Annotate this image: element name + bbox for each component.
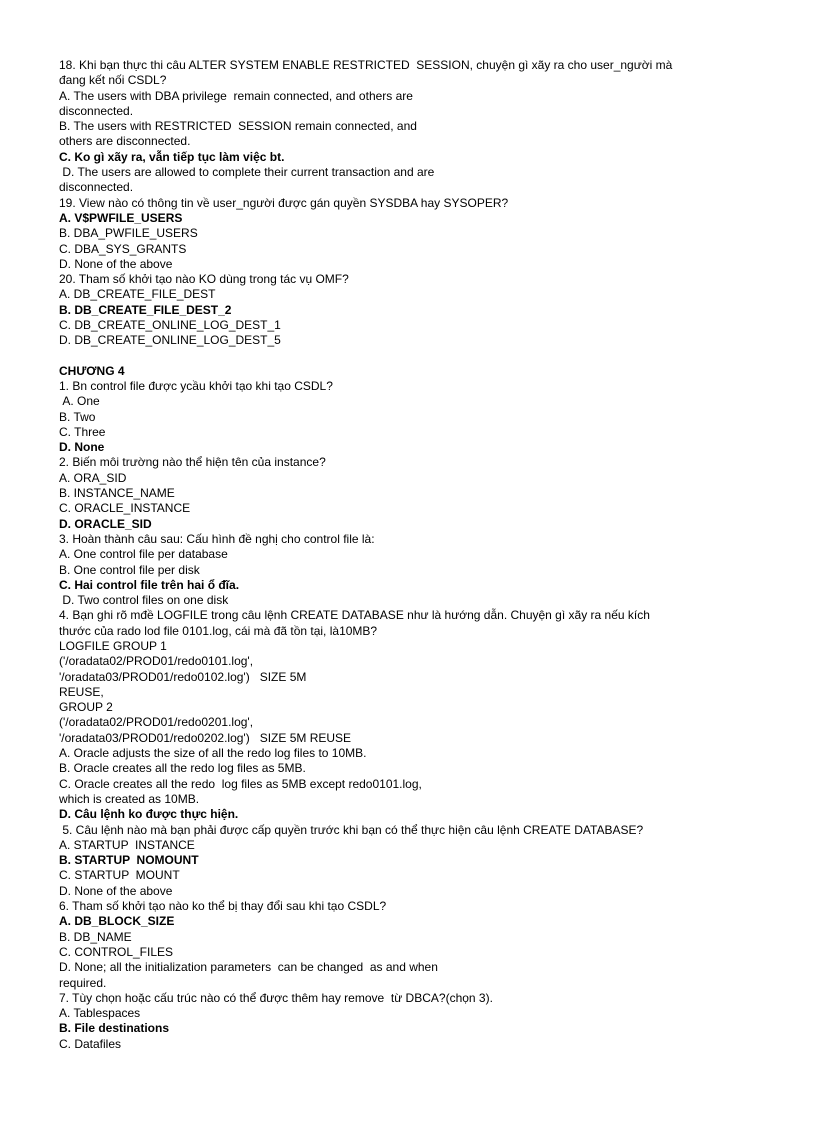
text-line: A. One [59,394,100,409]
text-line: A. V$PWFILE_USERS [59,210,183,225]
text-line: A. Oracle adjusts the size of all the redo log files to 10MB. [59,746,367,761]
text-line: CHƯƠNG 4 [59,363,125,378]
text-line: D. Two control files on one disk [59,593,229,608]
text-line: '/oradata03/PROD01/redo0202.log') SIZE 5M REUSE [59,730,352,745]
text-line: C. STARTUP MOUNT [59,868,180,883]
text-line: 20. Tham số khởi tạo nào KO dùng trong tác vụ OMF? [59,272,349,287]
text-line: C. Ko gì xãy ra, vẫn tiếp tục làm việc bt. [59,149,285,164]
text-line: B. DB_CREATE_FILE_DEST_2 [59,302,232,317]
text-line: B. The users with RESTRICTED SESSION remain connected, and [59,119,417,134]
text-line: C. DB_CREATE_ONLINE_LOG_DEST_1 [59,318,281,333]
text-line: B. DB_NAME [59,929,132,944]
text-line: D. None [59,440,105,455]
text-line: B. INSTANCE_NAME [59,486,175,501]
text-line: GROUP 2 [59,700,113,715]
text-line: 5. Câu lệnh nào mà bạn phải được cấp quyền trước khi bạn có thể thực hiện câu lệnh CREATE DATABASE? [59,822,644,837]
text-line: C. CONTROL_FILES [59,944,174,959]
text-line: C. Hai control file trên hai ổ đĩa. [59,577,240,592]
text-line: A. DB_BLOCK_SIZE [59,914,175,929]
text-line: which is created as 10MB. [59,791,200,806]
text-line: D. None; all the initialization parameters can be changed as and when [59,960,438,975]
text-line: A. Tablespaces [59,1006,141,1021]
text-line: C. ORACLE_INSTANCE [59,501,191,516]
text-line: A. STARTUP INSTANCE [59,837,195,852]
text-line: A. One control file per database [59,547,228,562]
text-line: B. DBA_PWFILE_USERS [59,226,198,241]
text-line: required. [59,975,107,990]
blank-line [59,349,769,364]
document-page [59,58,769,1052]
text-line: thước của rado lod file 0101.log, cái mà đã tồn tại, là10MB? [59,623,378,638]
text-line: 2. Biến môi trường nào thể hiện tên của instance? [59,455,326,470]
text-line: B. STARTUP NOMOUNT [59,853,199,868]
text-line: D. Câu lệnh ko được thực hiện. [59,807,239,822]
text-line: others are disconnected. [59,134,191,149]
text-line: REUSE, [59,684,104,699]
text-line: D. ORACLE_SID [59,516,152,531]
text-line: B. File destinations [59,1021,170,1036]
text-line: 18. Khi bạn thực thi câu ALTER SYSTEM ENABLE RESTRICTED SESSION, chuyện gì xãy ra cho user_người mà [59,58,673,72]
text-line: D. The users are allowed to complete their current transaction and are [59,165,435,180]
text-line: D. None of the above [59,883,173,898]
text-line: đang kết nối CSDL? [59,73,167,88]
text-line: C. Datafiles [59,1036,122,1051]
text-line: B. One control file per disk [59,562,200,577]
text-line: C. Three [59,424,106,439]
text-line: ('/oradata02/PROD01/redo0201.log', [59,715,254,730]
text-line: ('/oradata02/PROD01/redo0101.log', [59,654,254,669]
text-line: D. DB_CREATE_ONLINE_LOG_DEST_5 [59,333,281,348]
text-line: '/oradata03/PROD01/redo0102.log') SIZE 5M [59,669,307,684]
text-line: 1. Bn control file được ycầu khởi tạo khi tạo CSDL? [59,378,333,393]
text-line: A. DB_CREATE_FILE_DEST [59,287,216,302]
text-line: disconnected. [59,180,134,195]
text-line: 19. View nào có thông tin về user_người được gán quyền SYSDBA hay SYSOPER? [59,195,509,210]
text-line: 6. Tham số khởi tạo nào ko thể bị thay đổi sau khi tạo CSDL? [59,899,387,914]
text-line: 4. Bạn ghi rõ mđề LOGFILE trong câu lệnh CREATE DATABASE như là hướng dẫn. Chuyện gì xãy ra nếu kích [59,608,650,623]
text-line: C. DBA_SYS_GRANTS [59,241,187,256]
text-line: 3. Hoàn thành câu sau: Cấu hình đề nghị cho control file là: [59,531,375,546]
text-line: A. ORA_SID [59,470,127,485]
text-line: B. Two [59,409,96,424]
text-line: D. None of the above [59,256,173,271]
text-line: A. The users with DBA privilege remain connected, and others are [59,88,413,103]
text-line: 7. Tùy chọn hoặc cấu trúc nào có thể được thêm hay remove từ DBCA?(chọn 3). [59,990,493,1005]
text-line: B. Oracle creates all the redo log files as 5MB. [59,761,306,776]
text-line: C. Oracle creates all the redo log files as 5MB except redo0101.log, [59,776,422,791]
text-line: disconnected. [59,103,134,118]
text-line: LOGFILE GROUP 1 [59,638,167,653]
